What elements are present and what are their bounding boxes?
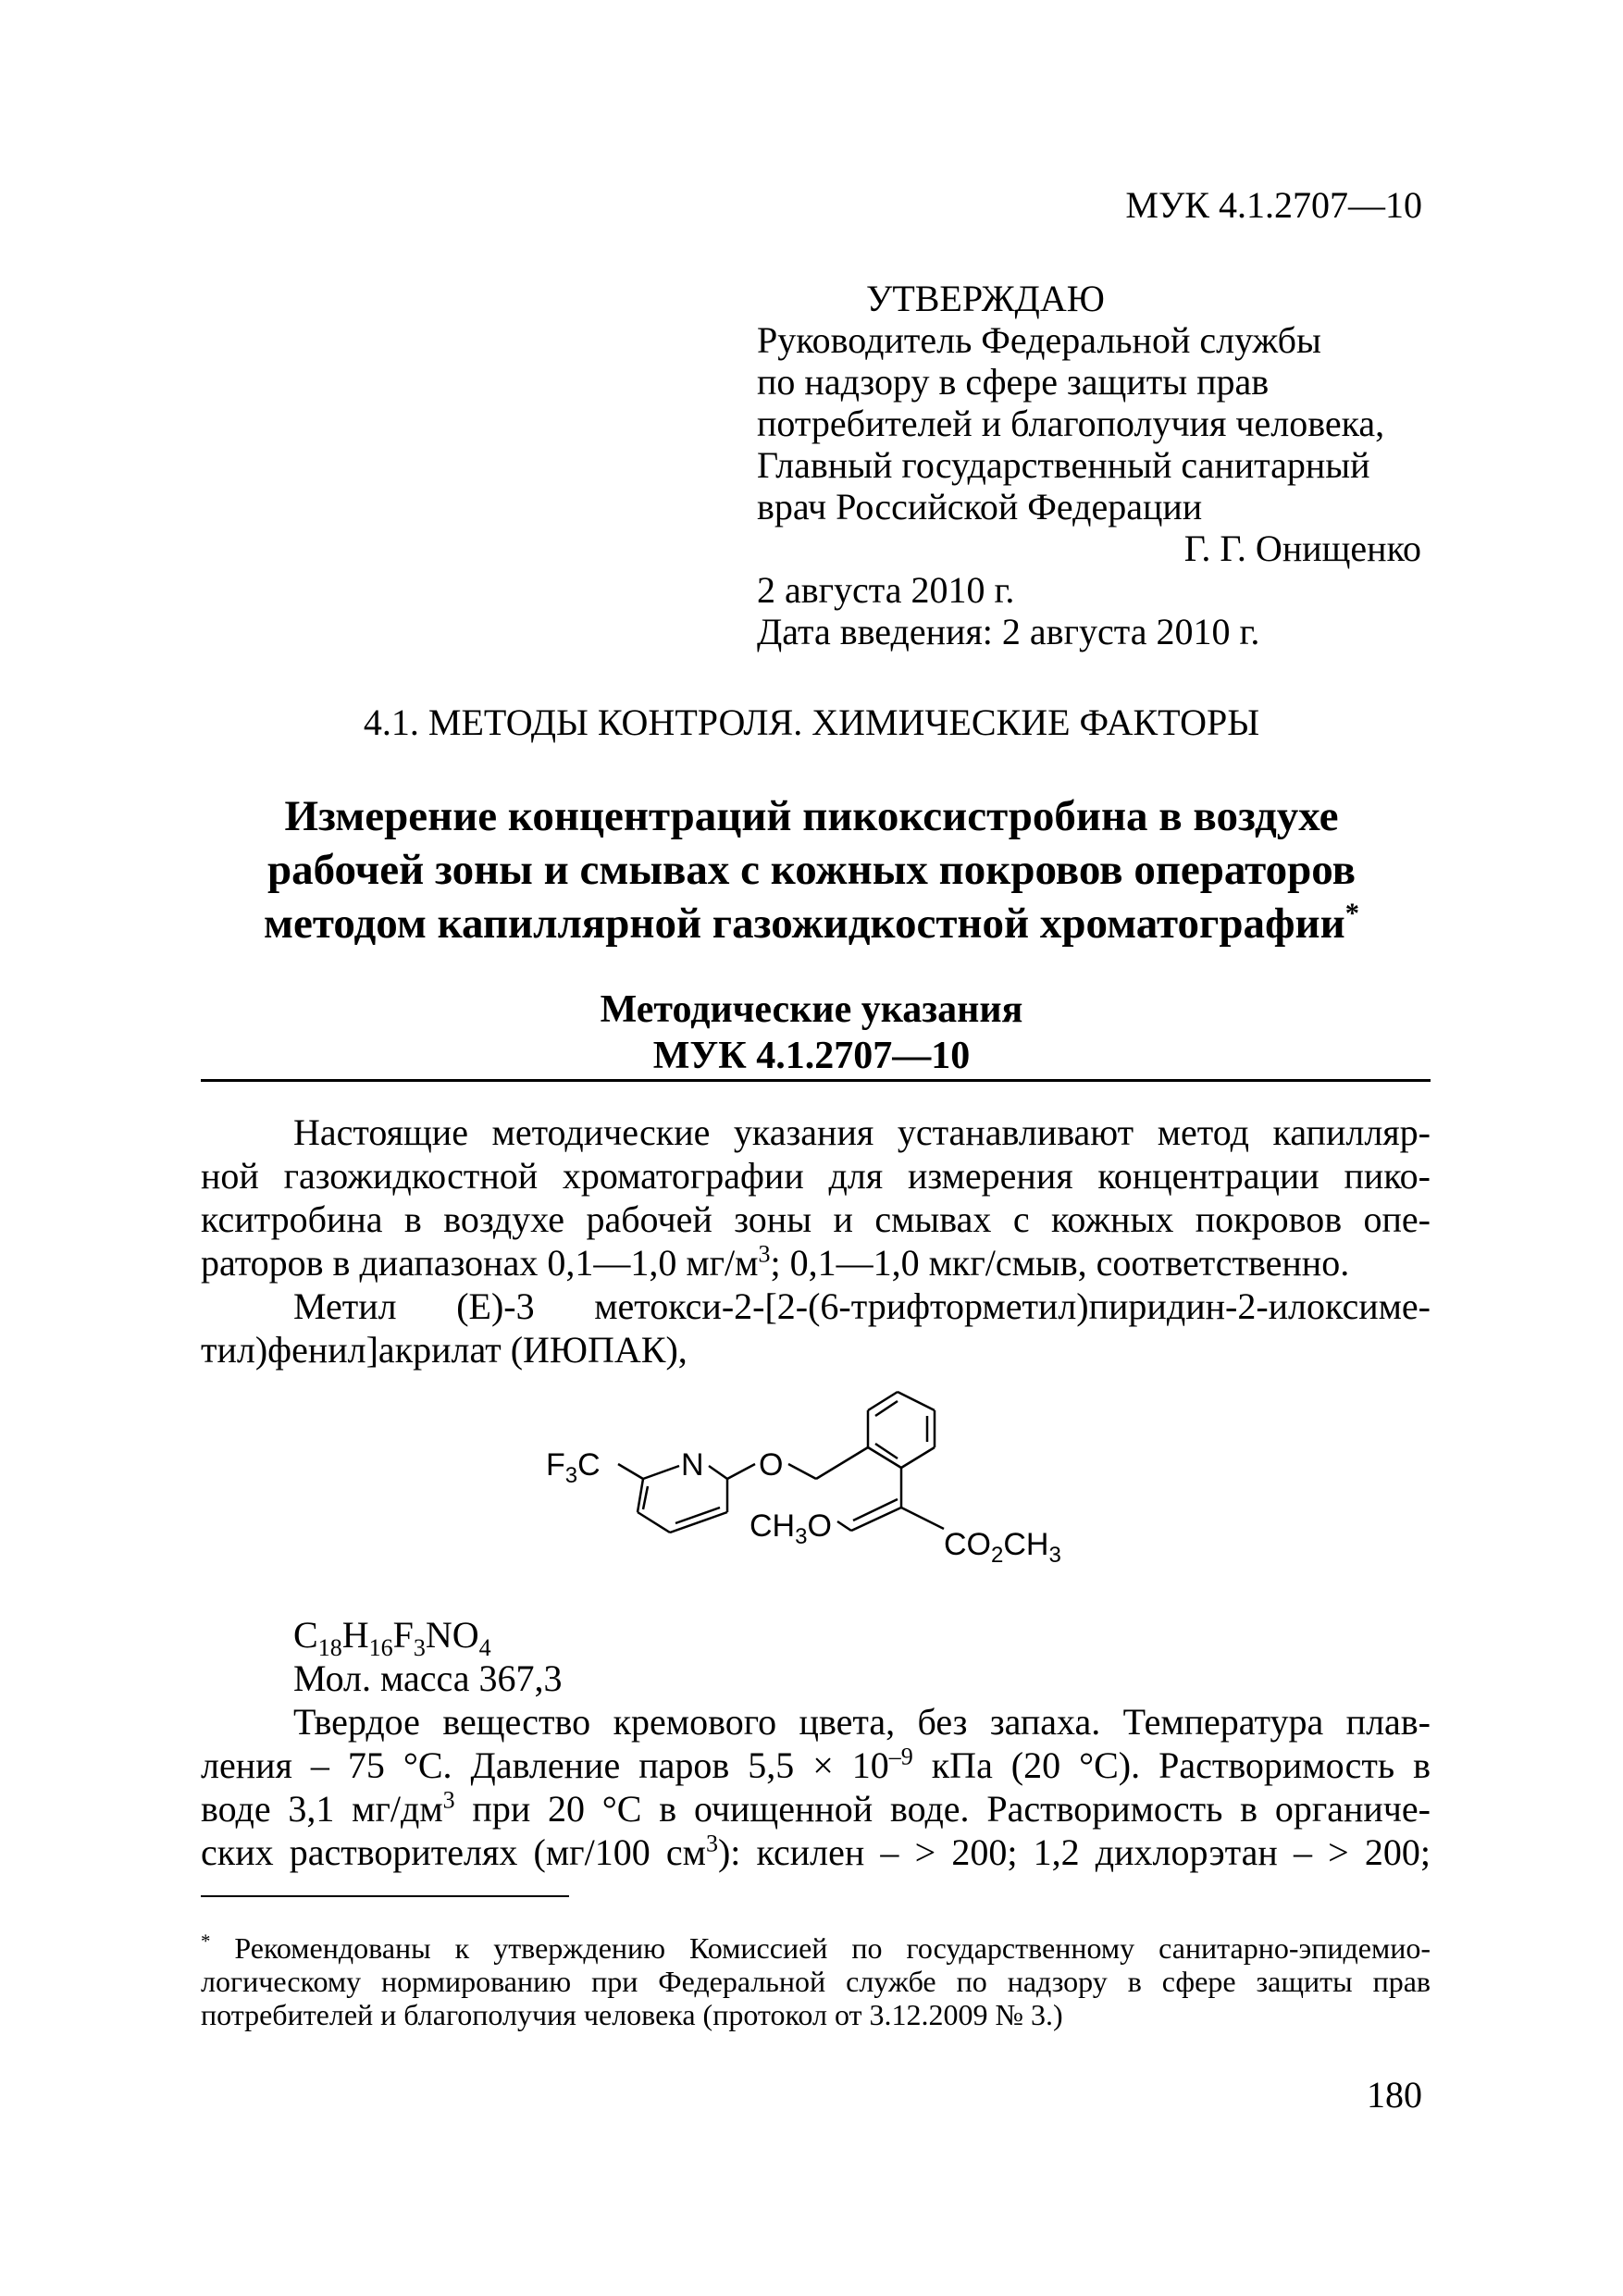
approval-line: Руководитель Федеральной службы — [757, 319, 1321, 361]
text-line: ских растворителях (мг/100 $см^3$): ксилен – > 200; 1,2 дихлорэтан – > 200; — [201, 1830, 1431, 1873]
page-number: 180 — [1367, 2074, 1422, 2116]
title-line: Измерение концентраций пикоксистробина в воздухе — [284, 792, 1339, 840]
title-line: рабочей зоны и смывах с кожных покровов операторов — [266, 846, 1356, 894]
ester-label: $CO_2CH_3$ — [944, 1527, 1061, 1568]
nitrogen-label: N — [681, 1447, 704, 1483]
footnote-marker: * — [1344, 897, 1359, 929]
oxygen-label: O — [759, 1447, 784, 1483]
molecular-formula — [201, 1613, 1431, 1700]
introduction-date: Дата введения: 2 августа 2010 г. — [757, 611, 1260, 652]
text-line: воде 3,1 $мг/дм^3$ при 20 °С в очищенной воде. Растворимость в органиче- — [201, 1786, 1431, 1830]
footnote-line: * Рекомендованы к утверждению Комиссией по государственному санитарно-эпидемио- — [201, 1930, 1431, 1965]
section-heading: 4.1. МЕТОДЫ КОНТРОЛЯ. ХИМИЧЕСКИЕ ФАКТОРЫ — [363, 701, 1260, 743]
subtitle-line: Методические указания — [600, 988, 1023, 1031]
footnote-divider — [201, 1895, 569, 1897]
methoxy-label: $CH_3O$ — [750, 1508, 832, 1549]
text-line: раторов в диапазонах 0,1—1,0 $мг/м^3$; 0,1—1,0 мкг/смыв, соответственно. — [201, 1240, 1350, 1284]
approval-line: Главный государственный санитарный — [757, 444, 1370, 486]
structure-labels — [546, 1447, 1061, 1568]
approval-line: по надзору в сфере защиты прав — [757, 361, 1270, 403]
subtitle-code: МУК 4.1.2707—10 — [652, 1035, 971, 1077]
approval-line: потребителей и благополучия человека, — [757, 403, 1385, 444]
document-number: МУК 4.1.2707—10 — [1125, 184, 1422, 226]
text-line: ной газожидкостной хроматографии для измерения концентрации пико- — [201, 1155, 1431, 1197]
title-divider — [201, 1079, 1431, 1082]
text-line: тил)фенил]акрилат (ИЮПАК), — [201, 1329, 688, 1371]
approval-line: врач Российской Федерации — [757, 486, 1203, 527]
molecular-mass: Мол. масса 367,3 — [293, 1657, 563, 1699]
footnote — [201, 1931, 1431, 2031]
title-line: методом капиллярной газожидкостной хроматографии* — [264, 897, 1359, 948]
footnote-line: логическому нормированию при Федеральной службе по надзору в сфере защиты прав — [201, 1965, 1431, 1998]
text-line: кситробина в воздухе рабочей зоны и смывах с кожных покровов опе- — [201, 1198, 1431, 1240]
formula-line: $C_{18}H_{16}F_3NO_4$ — [293, 1614, 491, 1661]
document-title — [0, 789, 1623, 950]
text-line: Твердое вещество кремового цвета, без запаха. Температура плав- — [293, 1701, 1431, 1743]
text-line: ления – 75 °С. Давление паров $5,5 \times 10^{-9}$ кПа (20 °С). Растворимость в — [201, 1743, 1431, 1786]
cf3-label: $F_3C$ — [546, 1447, 601, 1488]
iupac-name — [201, 1285, 1431, 1371]
footnote-marker: * — [201, 1930, 211, 1953]
document-subtitle — [0, 987, 1623, 1079]
footnote-line: потребителей и благополучия человека (протокол от 3.12.2009 № 3.) — [201, 1998, 1063, 2031]
approval-title: УТВЕРЖДАЮ — [866, 278, 1105, 319]
chemical-structure-diagram — [518, 1383, 1092, 1605]
properties-paragraph — [201, 1700, 1431, 1874]
signatory-name: Г. Г. Онищенко — [1183, 527, 1421, 569]
approval-date: 2 августа 2010 г. — [757, 569, 1015, 611]
text-line: Настоящие методические указания устанавливают метод капилляр- — [293, 1111, 1431, 1153]
intro-paragraph — [201, 1111, 1431, 1285]
approval-block — [757, 278, 1423, 652]
text-line: Метил (E)-3 метокси-2-[2-(6-трифторметил)пиридин-2-илоксиме- — [293, 1285, 1431, 1327]
